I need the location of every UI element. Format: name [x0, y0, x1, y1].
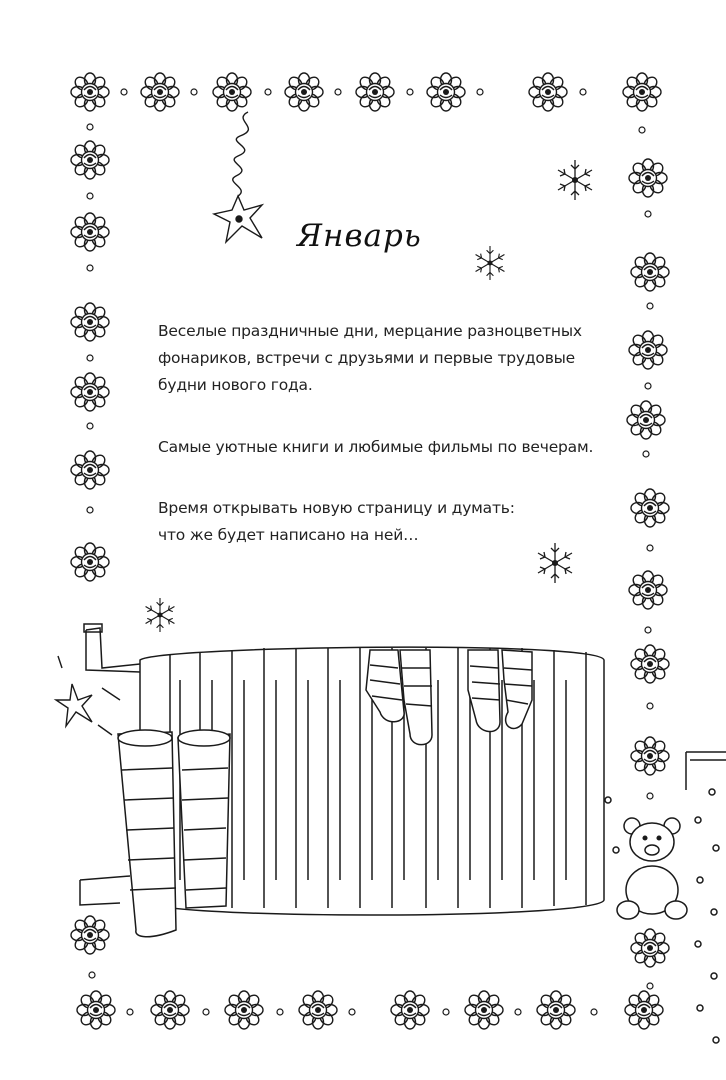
teddy-bear-icon: [617, 818, 687, 919]
paragraph-2: [158, 434, 593, 461]
page-title: Январь: [297, 218, 422, 254]
socks-icon: [366, 650, 532, 745]
paragraph-line: Веселые праздничные дни, мерцание разноцветных: [158, 322, 582, 340]
paragraph-line: Самые уютные книги и любимые фильмы по вечерам.: [158, 438, 594, 456]
paragraph-line: что же будет написано на ней…: [158, 526, 419, 544]
paragraph-3: [158, 495, 515, 549]
paragraph-line: Время открывать новую страницу и думать:: [158, 499, 515, 517]
paragraph-1: [158, 318, 582, 399]
paragraph-line: будни нового года.: [158, 376, 313, 394]
boots-icon: [118, 730, 230, 937]
paragraph-line: фонариков, встречи с друзьями и первые трудовые: [158, 349, 576, 367]
hanging-star-icon: [214, 112, 262, 242]
